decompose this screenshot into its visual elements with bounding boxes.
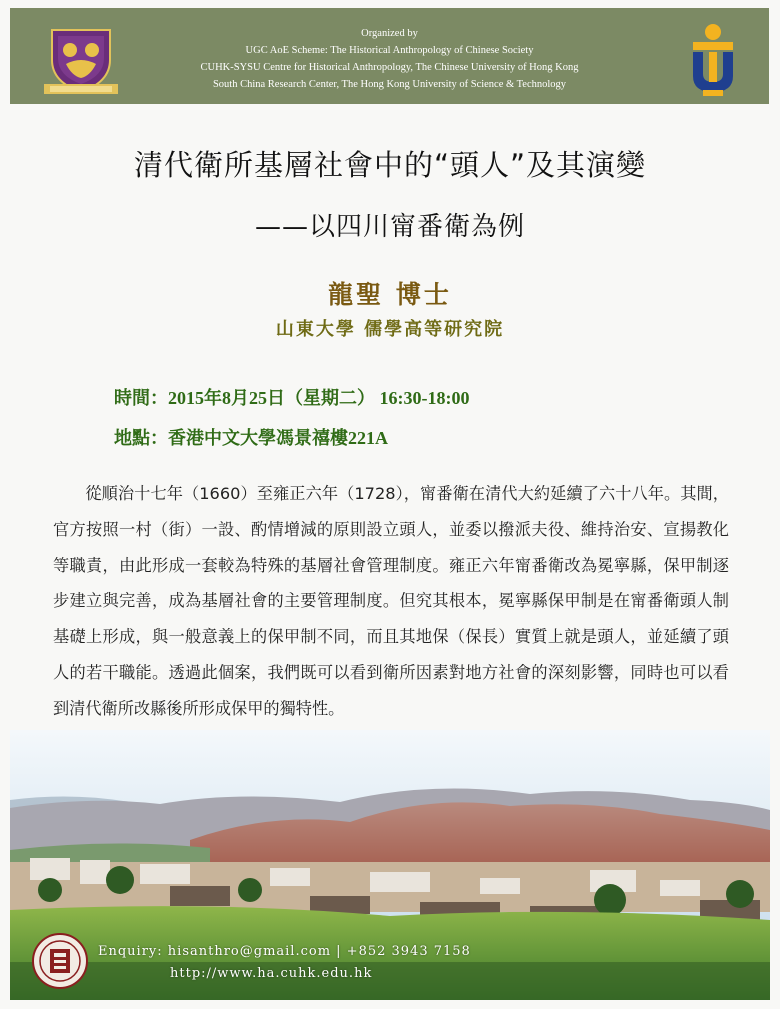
event-time: 時間：2015年8月25日（星期二） 16:30-18:00 (114, 388, 470, 408)
organizer-line: CUHK-SYSU Centre for Historical Anthropology, The Chinese University of Hong Kong (200, 62, 579, 73)
organizer-line: Organized by (361, 28, 418, 39)
organizer-line: UGC AoE Scheme: The Historical Anthropology of Chinese Society (245, 45, 534, 56)
talk-subtitle: ——以四川甯番衛為例 (254, 212, 525, 242)
organizer-line: South China Research Center, The Hong Kong University of Science & Technology (212, 79, 567, 90)
organizer-lines (10, 25, 769, 93)
website-url[interactable]: http://www.ha.cuhk.edu.hk (170, 966, 373, 981)
hkust-logo-icon (689, 22, 737, 98)
organizer-banner (10, 8, 769, 104)
event-venue: 地點：香港中文大學馮景禧樓221A (114, 428, 388, 448)
historical-anthropology-seal-icon (32, 933, 88, 989)
speaker-name: 龍聖 博士 (328, 280, 452, 309)
landscape-photo (10, 730, 770, 1000)
abstract-paragraph: 從順治十七年（1660）至雍正六年（1728），甯番衛在清代大約延續了六十八年。其間，官方按照一村（街）一設、酌情增減的原則設立頭人，並委以撥派夫役、維持治安、宣揚教化等職責，由此形成一套較為特殊的基層社會管理制度。雍正六年甯番衛改為冕寧縣，保甲制逐步建立與完善，成為基層社會的主要管理制度。但究其根本，冕寧縣保甲制是在甯番衛頭人制基礎上形成，與一般意義上的保甲制不同，而且其地保（保長）實質上就是頭人，並延續了頭人的若干職能。透過此個案，我們既可以看到衛所因素對地方社會的深刻影響，同時也可以看到清代衛所改縣後所形成保甲的獨特性。 (53, 484, 729, 718)
talk-title: 清代衛所基層社會中的“頭人”及其演變 (133, 148, 647, 182)
enquiry-contact: Enquiry: hisanthro@gmail.com | +852 3943 7158 (98, 944, 471, 959)
speaker-affiliation: 山東大學 儒學高等研究院 (275, 319, 505, 340)
